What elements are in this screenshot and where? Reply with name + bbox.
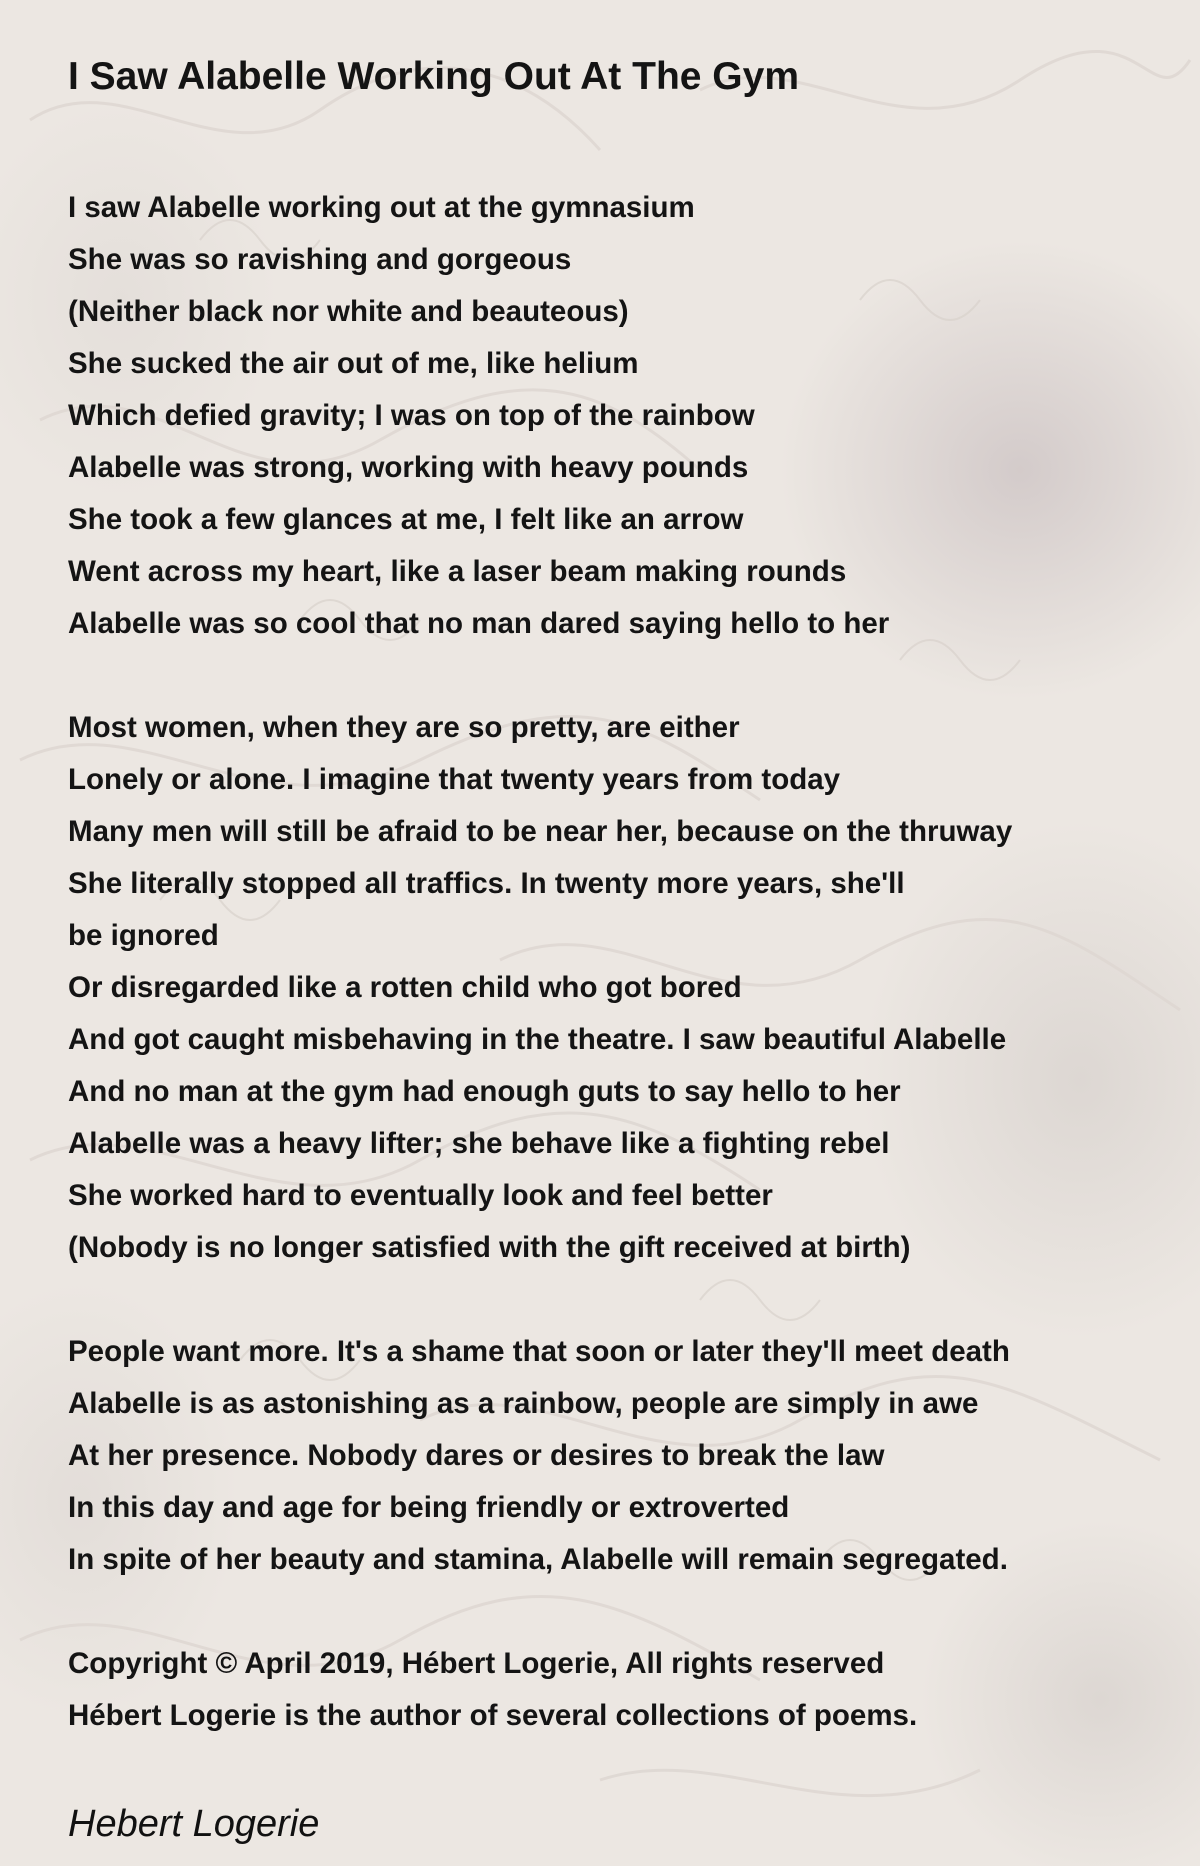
poem-line: She was so ravishing and gorgeous [68, 243, 572, 276]
poem-line: Many men will still be afraid to be near her, because on the thruway [68, 815, 1013, 848]
poem-title: I Saw Alabelle Working Out At The Gym [68, 55, 800, 98]
copyright-notice [68, 1638, 1168, 1742]
poem-line: (Nobody is no longer satisfied with the gift received at birth) [68, 1231, 911, 1264]
poem-line: Went across my heart, like a laser beam making rounds [68, 555, 847, 588]
poem-body [68, 182, 1168, 1850]
author-bio-line: Hébert Logerie is the author of several collections of poems. [68, 1699, 918, 1732]
poem-line: Alabelle is as astonishing as a rainbow, people are simply in awe [68, 1387, 979, 1420]
poem-line: She literally stopped all traffics. In twenty more years, she'll [68, 867, 905, 900]
poem-line: Or disregarded like a rotten child who got bored [68, 971, 742, 1004]
poem-line: be ignored [68, 919, 219, 952]
poem-line: She worked hard to eventually look and feel better [68, 1179, 773, 1212]
poem-line: Lonely or alone. I imagine that twenty years from today [68, 763, 841, 796]
poem-line: Most women, when they are so pretty, are either [68, 711, 740, 744]
poem-line: And no man at the gym had enough guts to say hello to her [68, 1075, 901, 1108]
poem-line: Which defied gravity; I was on top of the rainbow [68, 399, 755, 432]
poem-line: I saw Alabelle working out at the gymnasium [68, 191, 695, 224]
poem-line: Alabelle was so cool that no man dared saying hello to her [68, 607, 890, 640]
author-signature: Hebert Logerie [68, 1803, 320, 1845]
poem-line: People want more. It's a shame that soon or later they'll meet death [68, 1335, 1010, 1368]
poem-line: At her presence. Nobody dares or desires to break the law [68, 1439, 885, 1472]
stanza [68, 182, 1168, 650]
poem-line: In spite of her beauty and stamina, Alabelle will remain segregated. [68, 1543, 1008, 1576]
stanza [68, 1326, 1168, 1586]
poem-line: (Neither black nor white and beauteous) [68, 295, 629, 328]
poem-line: And got caught misbehaving in the theatre. I saw beautiful Alabelle [68, 1023, 1007, 1056]
poem-page [68, 48, 1168, 1850]
poem-line: Alabelle was strong, working with heavy pounds [68, 451, 749, 484]
copyright-line: Copyright © April 2019, Hébert Logerie, All rights reserved [68, 1647, 885, 1680]
poem-line: Alabelle was a heavy lifter; she behave like a fighting rebel [68, 1127, 890, 1160]
poem-line: In this day and age for being friendly or extroverted [68, 1491, 790, 1524]
stanza [68, 702, 1168, 1274]
poem-line: She took a few glances at me, I felt like an arrow [68, 503, 744, 536]
poem-line: She sucked the air out of me, like helium [68, 347, 639, 380]
